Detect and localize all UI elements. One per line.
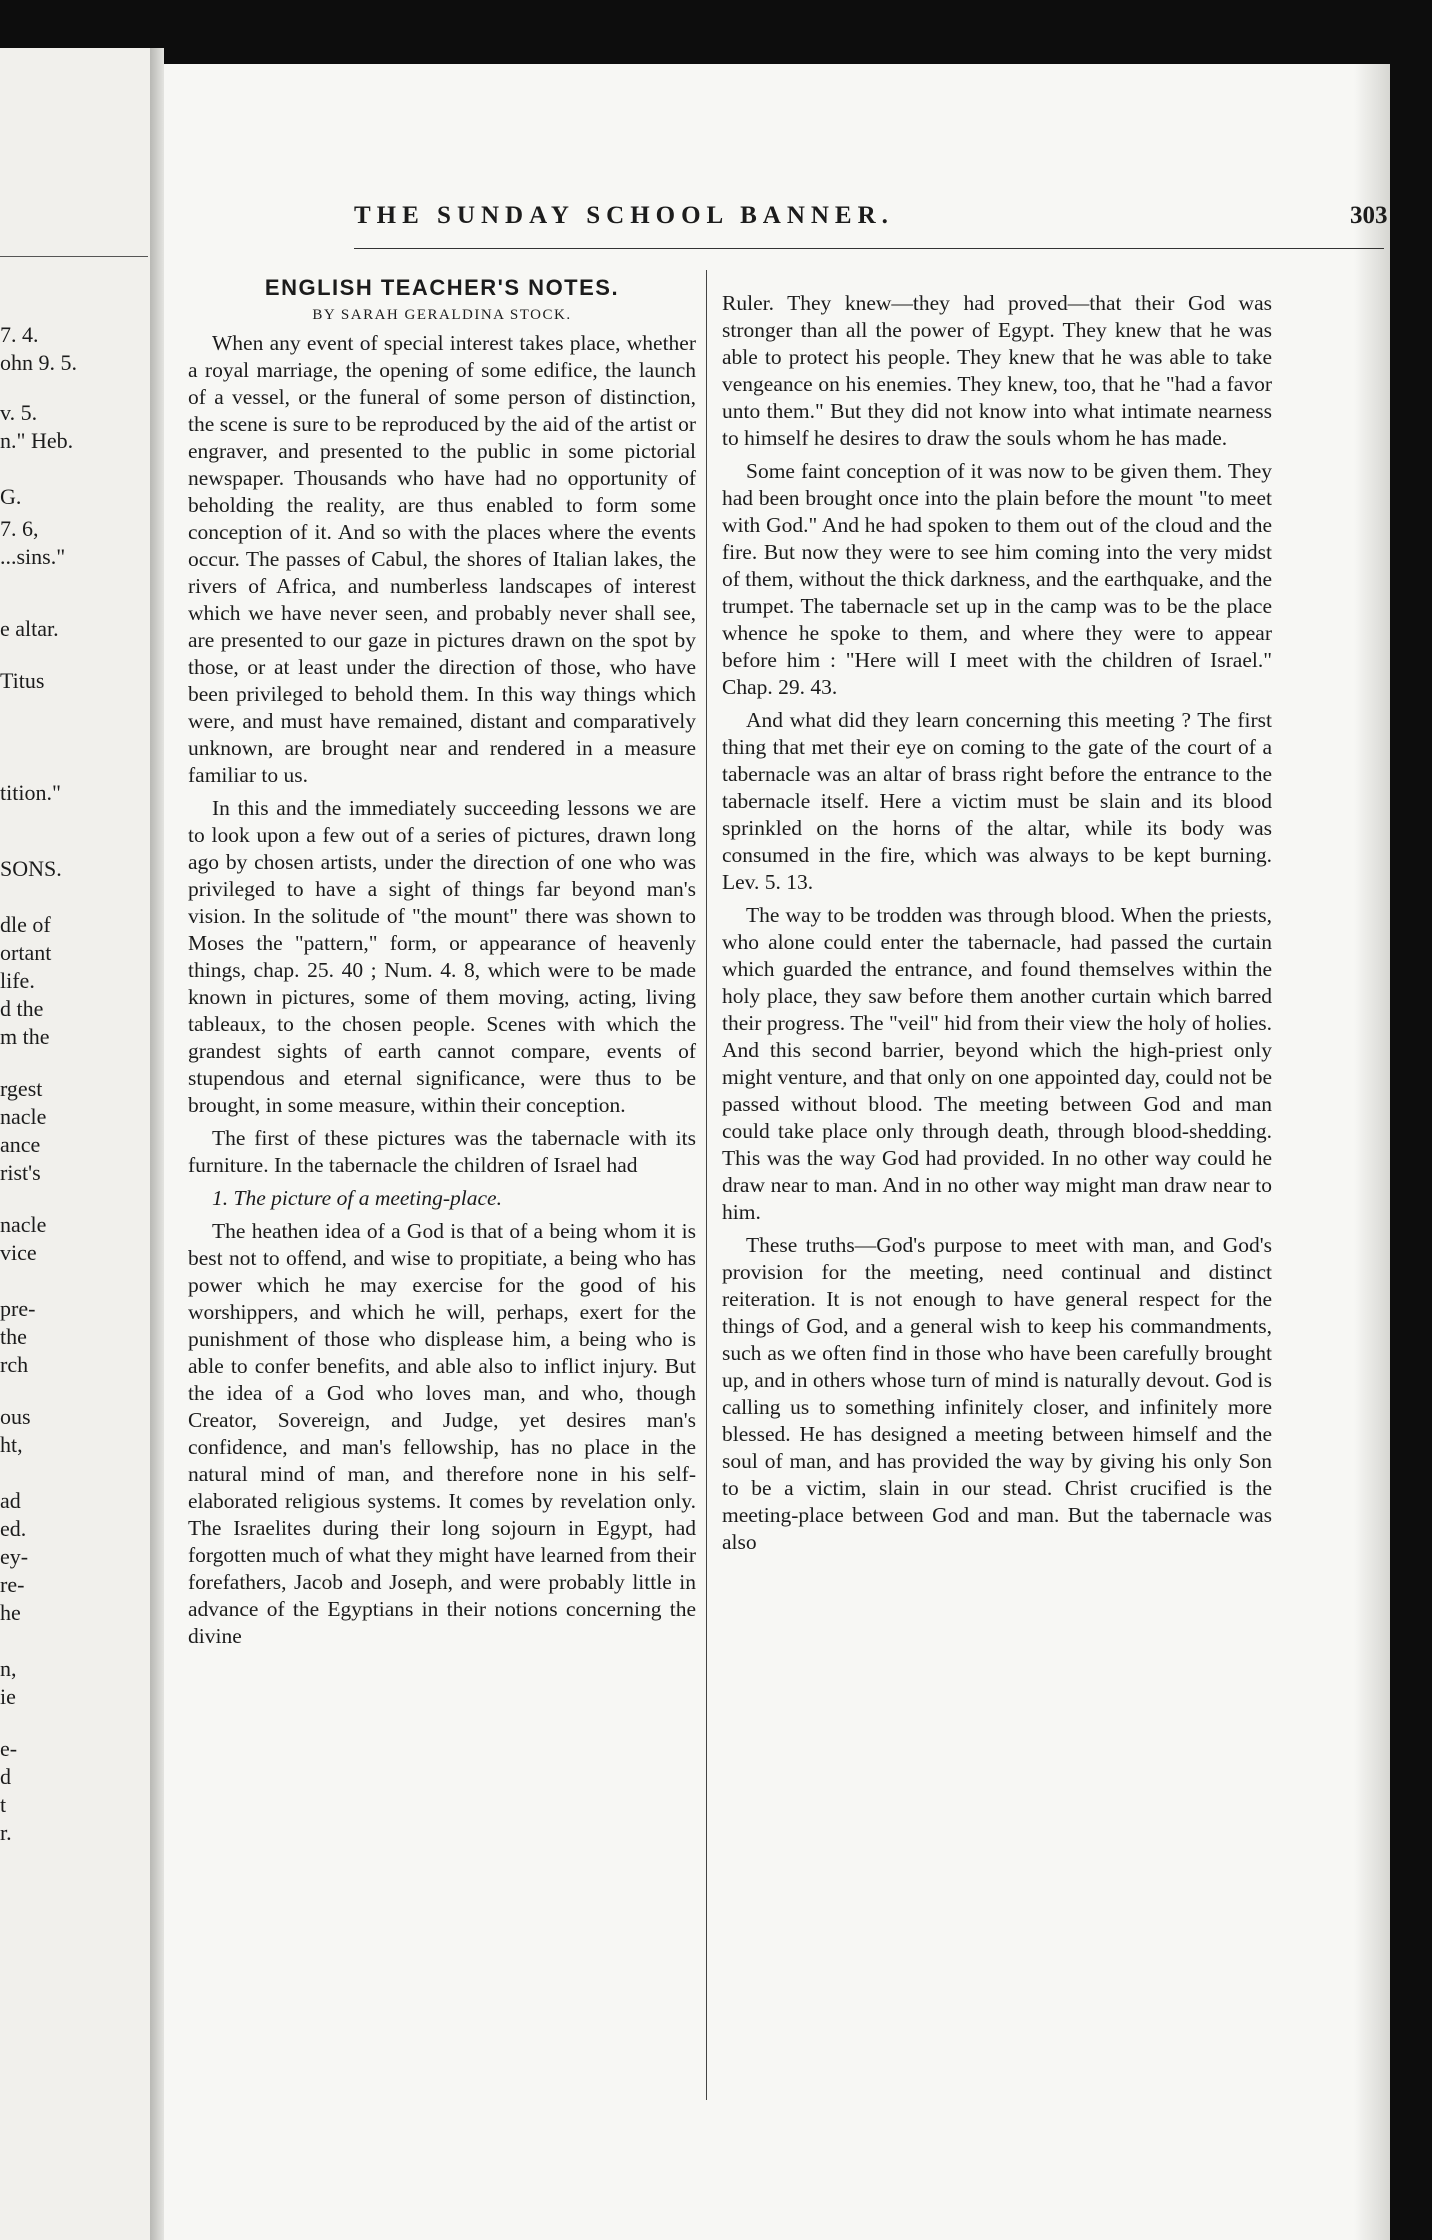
article-title: ENGLISH TEACHER'S NOTES.: [264, 275, 620, 300]
book-page: [164, 64, 1390, 2240]
adjacent-page-text-fragment: life.: [0, 968, 35, 993]
adjacent-page-text-fragment: ad: [0, 1488, 21, 1513]
adjacent-page-text-fragment: ie: [0, 1684, 16, 1709]
column-divider: [706, 270, 707, 2100]
adjacent-page-text-fragment: t: [0, 1792, 7, 1817]
adjacent-page-text-fragment: ey-: [0, 1544, 29, 1569]
adjacent-page-text-fragment: v. 5.: [0, 400, 38, 425]
adjacent-page-text-fragment: d the: [0, 996, 44, 1021]
adjacent-page-text-fragment: ed.: [0, 1516, 27, 1541]
paragraph: The way to be trodden was through blood. When the priests, who alone could enter the tabernacle, had passed the curtain which guarded the entrance, and found themselves within the holy place, they saw before them another curtain which barred their progress. The "veil" hid from their view the holy of holies. And this second barrier, beyond which the high-priest only might venture, and that only on one appointed day, could not be passed without blood. The meeting between God and man could take place only through death, through blood-shedding. This was the way God had provided. In no other way could he draw near to man. And in no other way might man draw near to him.: [722, 903, 1272, 1224]
paragraph: When any event of special interest takes place, whether a royal marriage, the opening of some edifice, the launch of a vessel, or the funeral of some person of distinction, the scene is sure to be reproduced by the aid of the artist or engraver, and presented to the public in some pictorial newspaper. Thousands who have had no opportunity of beholding the reality, are thus enabled to form some conception of it. And so with the places where the events occur. The passes of Cabul, the shores of Italian lakes, the rivers of Africa, and numberless landscapes of interest which we have never seen, and probably never shall see, are presented to our gaze in pictures drawn on the spot by those, or at least under the direction of those, who have been privileged to behold them. In this way things which were, and must have remained, distant and comparatively unknown, are brought near and rendered in a measure familiar to us.: [188, 331, 696, 787]
adjacent-page-text-fragment: e altar.: [0, 616, 59, 641]
adjacent-page-text-fragment: re-: [0, 1572, 25, 1597]
adjacent-page-text-fragment: rgest: [0, 1076, 43, 1101]
adjacent-page-text-fragment: ht,: [0, 1432, 23, 1457]
header-rule: [354, 248, 1384, 249]
adjacent-page-text-fragment: rch: [0, 1352, 29, 1377]
adjacent-page-rule: [0, 256, 148, 257]
adjacent-page-text-fragment: e-: [0, 1736, 18, 1761]
running-head: THE SUNDAY SCHOOL BANNER.: [354, 202, 894, 229]
paragraph: Some faint conception of it was now to be given them. They had been brought once into the plain before the mount "to meet with God." And he had spoken to them out of the cloud and the fire. But now they were to see him coming into the very midst of them, without the thick darkness, and the earthquake, and the trumpet. The tabernacle set up in the camp was to be the place whence he spoke to them, and where they were to appear before him : "Here will I meet with the children of Israel." Chap. 29. 43.: [722, 459, 1272, 699]
paragraph: The heathen idea of a God is that of a being whom it is best not to offend, and wise to propitiate, a being who has power which he may exercise for the good of his worshippers, and which he will, perhaps, exert for the punishment of those who displease him, a being who is able to confer benefits, and able also to inflict injury. But the idea of a God who loves man, and who, though Creator, Sovereign, and Judge, yet desires man's confidence, and man's fellowship, has no place in the natural mind of man, and therefore none in his self-elaborated religious systems. It comes by revelation only. The Israelites during their long sojourn in Egypt, had forgotten much of what they might have learned from their forefathers, Jacob and Joseph, and were probably little in advance of the Egyptians in their notions concerning the divine: [188, 1219, 696, 1648]
adjacent-page-text-fragment: nacle: [0, 1104, 47, 1129]
adjacent-page-text-fragment: the: [0, 1324, 27, 1349]
adjacent-page-text-fragment: G.: [0, 484, 22, 509]
adjacent-page-text-fragment: ...sins.": [0, 544, 66, 569]
adjacent-page-text-fragment: nacle: [0, 1212, 47, 1237]
adjacent-page-text-fragment: r.: [0, 1820, 12, 1845]
adjacent-page-text-fragment: ance: [0, 1132, 41, 1157]
adjacent-page-text-fragment: SONS.: [0, 856, 62, 881]
adjacent-page-text-fragment: pre-: [0, 1296, 36, 1321]
page-edge-shadow: [1354, 64, 1390, 2240]
adjacent-page-text-fragment: Titus: [0, 668, 45, 693]
article-byline: BY SARAH GERALDINA STOCK.: [312, 307, 572, 323]
adjacent-page-text-fragment: ortant: [0, 940, 52, 965]
adjacent-page-text-fragment: he: [0, 1600, 21, 1625]
section-subhead: 1. The picture of a meeting-place.: [212, 1186, 502, 1210]
adjacent-page-text-fragment: dle of: [0, 912, 51, 937]
adjacent-page-text-fragment: vice: [0, 1240, 37, 1265]
page-number: 303: [1350, 202, 1388, 229]
paragraph: And what did they learn concerning this meeting ? The first thing that met their eye on coming to the gate of the court of a tabernacle was an altar of brass right before the entrance to the tabernacle itself. Here a victim must be slain and its blood sprinkled on the horns of the altar, while its body was consumed in the fire, which was always to be kept burning. Lev. 5. 13.: [722, 708, 1272, 894]
adjacent-page-text-fragment: 7. 4.: [0, 322, 39, 347]
paragraph: The first of these pictures was the tabernacle with its furniture. In the tabernacle the children of Israel had: [188, 1126, 696, 1177]
left-column: [188, 275, 696, 1656]
adjacent-page-text-fragment: n,: [0, 1656, 17, 1681]
adjacent-page-strip: [0, 48, 152, 2240]
paragraph: These truths—God's purpose to meet with man, and God's provision for the meeting, need continual and distinct reiteration. It is not enough to have general respect for the things of God, and a general wish to keep his commandments, such as we often find in those who have been carefully brought up, and in others whose turn of mind is naturally devout. God is calling us to something infinitely closer, and infinitely more blessed. He has designed a meeting between himself and the soul of man, and has provided the way by giving his only Son to be a victim, slain in our stead. Christ crucified is the meeting-place between God and man. But the tabernacle was also: [722, 1233, 1272, 1554]
adjacent-page-text-fragment: d: [0, 1764, 11, 1789]
adjacent-page-text-fragment: 7. 6,: [0, 516, 39, 541]
book-spine: [150, 48, 164, 2240]
paragraph: Ruler. They knew—they had proved—that their God was stronger than all the power of Egypt. They knew that he was able to protect his people. They knew that he was able to take vengeance on his enemies. They knew, too, that he "had a favor unto them." But they did not know into what intimate nearness to himself he desires to draw the souls whom he has made.: [722, 291, 1272, 450]
paragraph: In this and the immediately succeeding lessons we are to look upon a few out of a series of pictures, drawn long ago by chosen artists, under the direction of one who was privileged to have a sight of things far beyond man's vision. In the solitude of "the mount" there was shown to Moses the "pattern," form, or appearance of heavenly things, chap. 25. 40 ; Num. 4. 8, which were to be made known in pictures, some of them moving, acting, living tableaux, to the chosen people. Scenes with which the grandest sights of earth cannot compare, events of stupendous and eternal significance, were thus to be brought, in some measure, within their conception.: [188, 796, 696, 1117]
adjacent-page-text-fragment: ohn 9. 5.: [0, 350, 77, 375]
right-column: [722, 290, 1272, 1562]
adjacent-page-text-fragment: ous: [0, 1404, 31, 1429]
adjacent-page-text-fragment: n." Heb.: [0, 428, 74, 453]
adjacent-page-text-fragment: m the: [0, 1024, 50, 1049]
adjacent-page-text-fragment: rist's: [0, 1160, 41, 1185]
adjacent-page-text-fragment: tition.": [0, 780, 61, 805]
